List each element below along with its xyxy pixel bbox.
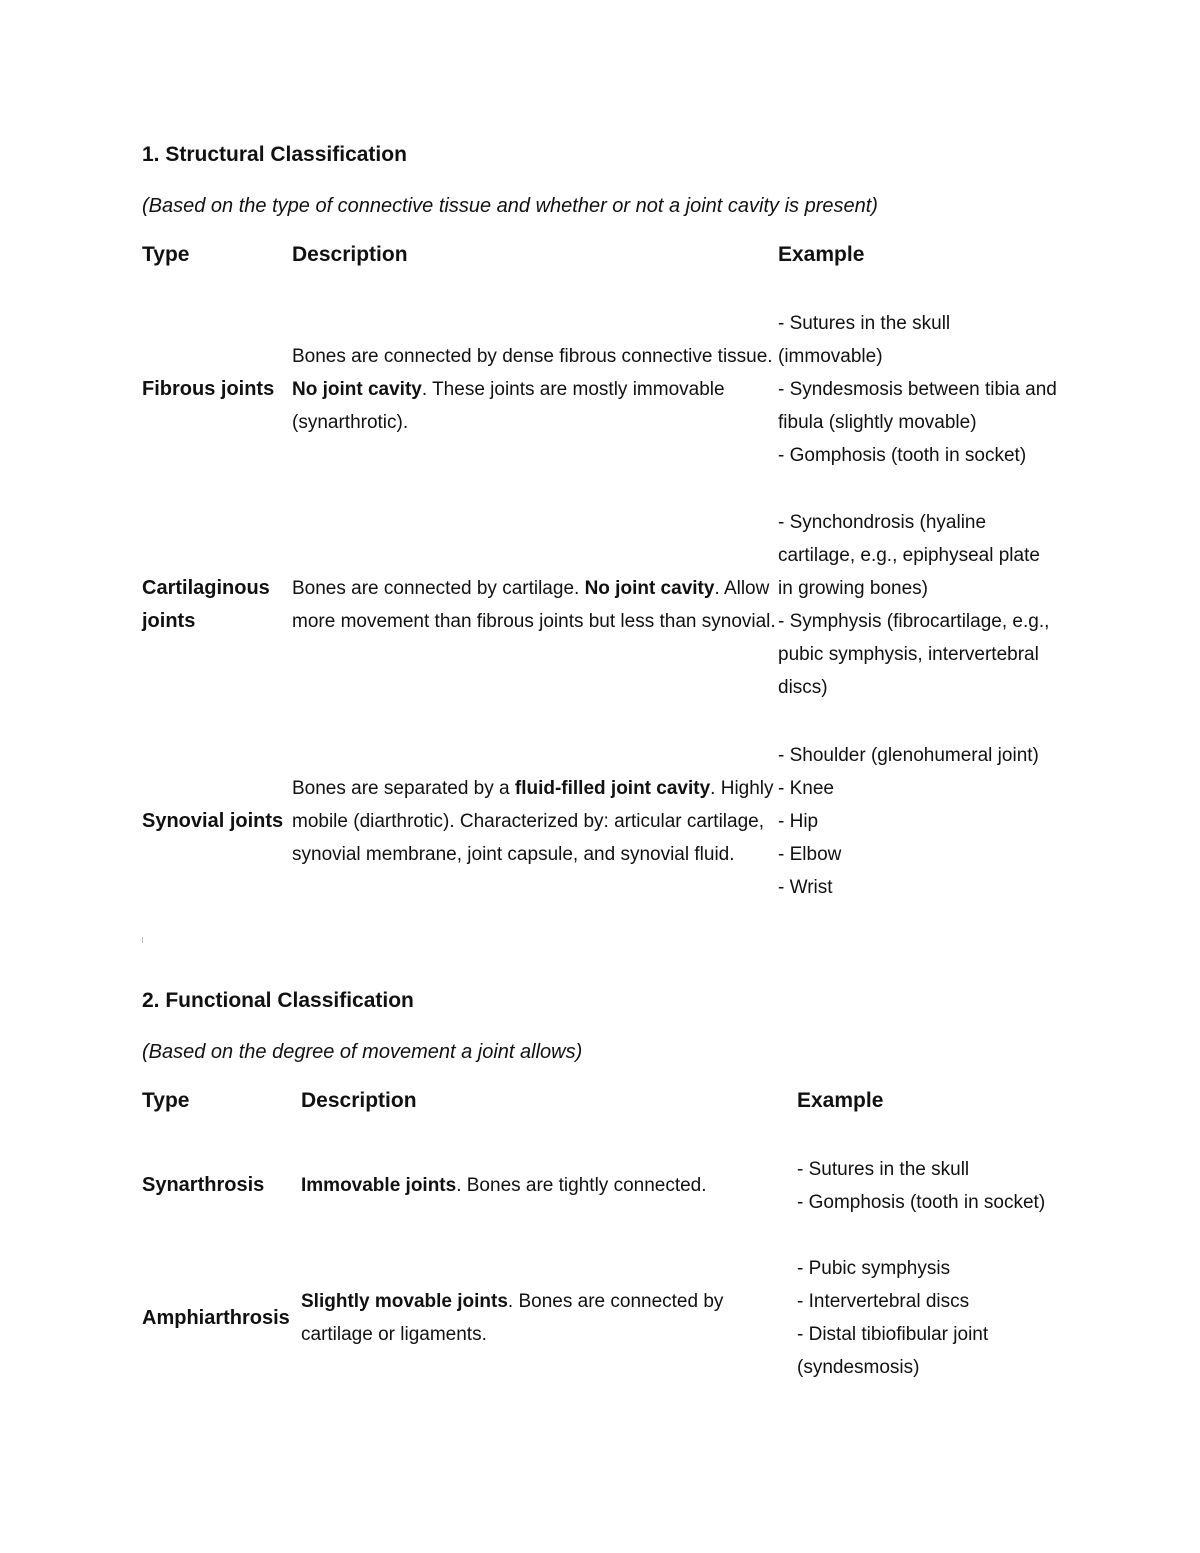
example-item: - Syndesmosis between tibia and fibula (slightly movable) [778,378,1057,433]
example-item: - Distal tibiofibular joint (syndesmosis) [797,1324,989,1378]
structural-header-example: Example [778,243,865,266]
joint-examples [778,739,1058,904]
functional-header-type: Type [142,1089,190,1112]
table-row [142,1136,1072,1235]
functional-section-subtitle: (Based on the degree of movement a joint allows) [142,1041,583,1063]
table-row [142,506,1072,704]
example-item: - Knee [778,777,834,799]
joint-examples [778,307,1058,472]
joint-examples [797,1153,1057,1219]
joint-type: Amphiarthrosis [142,1306,290,1329]
table-row [142,290,1072,488]
joint-description: Bones are connected by cartilage. No joint cavity. Allow more movement than fibrous joints but less than synovial. [292,578,776,632]
structural-section-title: 1. Structural Classification [142,143,407,166]
structural-header-type: Type [142,243,190,266]
example-item: - Elbow [778,843,842,865]
example-item: - Wrist [778,876,833,898]
joint-description: Bones are connected by dense fibrous connective tissue. No joint cavity. These joints are mostly immovable (synarthrotic). [292,345,773,433]
table-row [142,1252,1072,1384]
example-item: - Gomphosis (tooth in socket) [778,444,1027,466]
joint-type: Cartilaginous joints [142,577,270,632]
functional-section-title: 2. Functional Classification [142,989,414,1012]
structural-header-description: Description [292,243,408,266]
joint-examples [797,1252,1057,1384]
divider-mark [142,937,143,943]
table-row [142,722,1072,920]
joint-type: Synovial joints [142,809,284,832]
example-item: - Sutures in the skull (immovable) [778,312,951,367]
functional-header-example: Example [797,1089,884,1112]
example-item: - Hip [778,810,819,832]
joint-examples [778,506,1058,704]
joint-description: Immovable joints. Bones are tightly connected. [301,1175,707,1196]
joint-type: Fibrous joints [142,377,275,400]
example-item: - Shoulder (glenohumeral joint) [778,744,1039,766]
example-item: - Gomphosis (tooth in socket) [797,1191,1046,1213]
structural-section-subtitle: (Based on the type of connective tissue and whether or not a joint cavity is present) [142,195,878,217]
example-item: - Sutures in the skull [797,1158,970,1180]
joint-type: Synarthrosis [142,1174,265,1196]
example-item: - Synchondrosis (hyaline cartilage, e.g., epiphyseal plate in growing bones) [778,512,1040,599]
functional-header-description: Description [301,1089,417,1112]
joint-description: Slightly movable joints. Bones are connected by cartilage or ligaments. [301,1291,724,1345]
example-item: - Intervertebral discs [797,1291,970,1312]
joint-description: Bones are separated by a fluid-filled joint cavity. Highly mobile (diarthrotic). Characterized by: articular cartilage, synovial membrane, joint capsule, and synovial fluid. [292,777,774,865]
example-item: - Symphysis (fibrocartilage, e.g., pubic symphysis, intervertebral discs) [778,611,1050,698]
example-item: - Pubic symphysis [797,1258,951,1279]
